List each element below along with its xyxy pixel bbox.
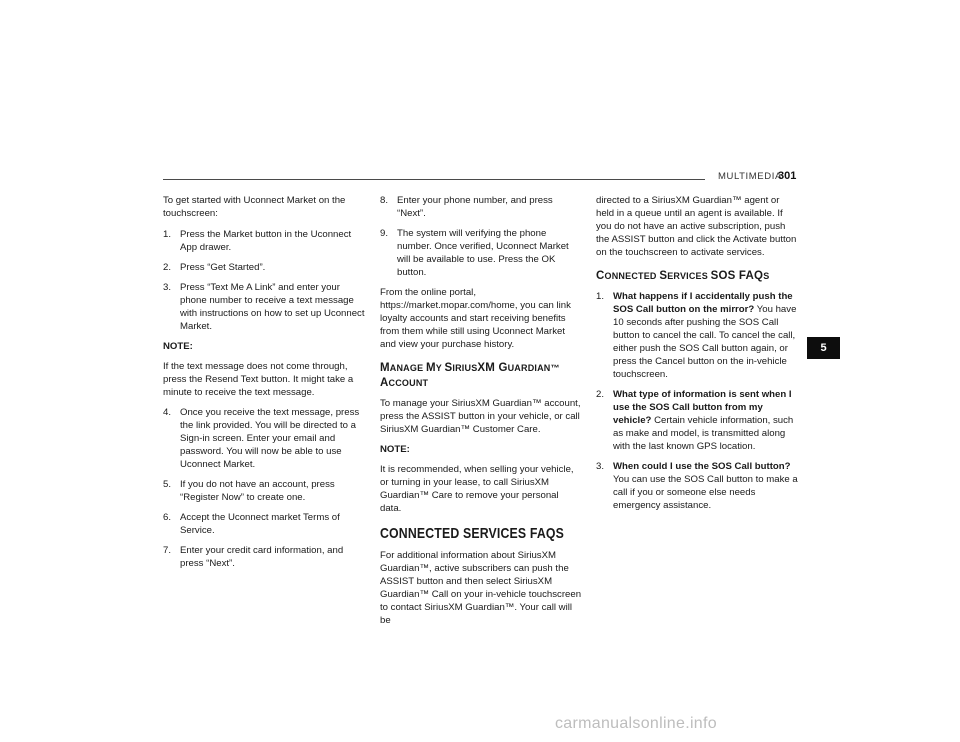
header-rule — [163, 179, 705, 180]
list-item — [163, 511, 366, 537]
list-number: 6. — [163, 512, 172, 523]
column-1 — [163, 194, 366, 577]
column-3 — [596, 194, 799, 519]
page-number: 301 — [778, 170, 797, 182]
faq-item — [596, 388, 799, 453]
list-item — [380, 227, 582, 279]
faq-item — [596, 290, 799, 381]
list-text: Press “Get Started”. — [180, 262, 266, 273]
list-text: The system will verifying the phone number. Once verified, Uconnect Market will be available to use. Press the OK button. — [397, 228, 569, 278]
portal-paragraph: From the online portal, https://market.mopar.com/home, you can link loyalty accounts and start receiving benefits from them while still using Uconnect Market and view your purchase history. — [380, 287, 571, 350]
list-text: Press the Market button in the Uconnect App drawer. — [180, 229, 352, 253]
list-item — [163, 478, 366, 504]
faq-question: When could I use the SOS Call button? — [613, 461, 791, 472]
faq-answer: You have 10 seconds after pushing the SOS Call button to cancel the call. To cancel the call, either push the SOS Call button again, or press the Cancel button on the in-vehicle touchscreen. — [613, 304, 797, 380]
list-number: 9. — [380, 228, 389, 239]
list-text: Once you receive the text message, press the link provided. You will be directed to a Sign-in screen. Enter your email and password. You will now be able to use Uconnect Market. — [180, 407, 360, 470]
list-number: 3. — [163, 282, 172, 293]
list-item — [163, 228, 366, 254]
list-text: If you do not have an account, press “Register Now” to create one. — [180, 479, 335, 503]
note-title: NOTE: — [380, 444, 410, 455]
list-number: 4. — [163, 407, 172, 418]
sos-faqs-heading: CONNECTED SERVICES SOS FAQS — [596, 270, 770, 282]
faqs-paragraph: For additional information about SiriusXM Guardian™, active subscribers can push the ASSIST button and then select SiriusXM Guardian™ Call on your in-vehicle touchscreen to contact SiriusXM Guardian™. Your call will be — [380, 550, 582, 626]
note-body: It is recommended, when selling your vehicle, or turning in your lease, to call SiriusXM Guardian™ Care to remove your personal data. — [380, 464, 574, 514]
list-item — [163, 406, 366, 471]
list-text: Enter your phone number, and press “Next”. — [397, 195, 553, 219]
list-text: Accept the Uconnect market Terms of Service. — [180, 512, 340, 536]
list-number: 2. — [163, 262, 172, 273]
list-number: 5. — [163, 479, 172, 490]
manage-account-heading: MANAGE MY SIRIUSXM GUARDIAN™ ACCOUNT — [380, 362, 560, 389]
column-2 — [380, 194, 582, 634]
faq-answer: You can use the SOS Call button to make a call if you or someone else needs emergency assistance. — [613, 474, 798, 511]
list-number: 3. — [596, 461, 605, 472]
note-title: NOTE: — [163, 341, 193, 352]
list-number: 7. — [163, 545, 172, 556]
list-text: Press “Text Me A Link” and enter your phone number to receive a text message with instructions on how to set up Uconnect Market. — [180, 282, 365, 332]
continued-paragraph: directed to a SiriusXM Guardian™ agent or held in a queue until an agent is available. If you do not have an active subscription, push the ASSIST button and click the Activate button on the touchscreen to activate services. — [596, 195, 797, 258]
manage-account-paragraph: To manage your SiriusXM Guardian™ account, press the ASSIST button in your vehicle, or call SiriusXM Guardian™ Customer Care. — [380, 398, 581, 435]
list-number: 1. — [596, 291, 605, 302]
connected-services-faqs-heading: CONNECTED SERVICES FAQS — [380, 525, 564, 542]
list-item — [163, 261, 366, 274]
header-section-title: MULTIMEDIA — [718, 171, 782, 182]
faq-answer: Certain vehicle information, such as make and model, is transmitted along with the last known GPS location. — [613, 415, 794, 452]
faq-question: What happens if I accidentally push the SOS Call button on the mirror? — [613, 291, 793, 315]
note-body: If the text message does not come through, press the Resend Text button. It might take a minute to receive the text message. — [163, 361, 354, 398]
list-text: Enter your credit card information, and press “Next”. — [180, 545, 344, 569]
chapter-tab: 5 — [807, 337, 840, 359]
faq-question: What type of information is sent when I use the SOS Call button from my vehicle? — [613, 389, 792, 426]
watermark: carmanualsonline.info — [555, 715, 717, 732]
list-item — [163, 281, 366, 333]
list-number: 8. — [380, 195, 389, 206]
list-item — [163, 544, 366, 570]
intro-paragraph: To get started with Uconnect Market on the touchscreen: — [163, 195, 346, 219]
list-number: 2. — [596, 389, 605, 400]
faq-item — [596, 460, 799, 512]
list-number: 1. — [163, 229, 172, 240]
list-item — [380, 194, 582, 220]
